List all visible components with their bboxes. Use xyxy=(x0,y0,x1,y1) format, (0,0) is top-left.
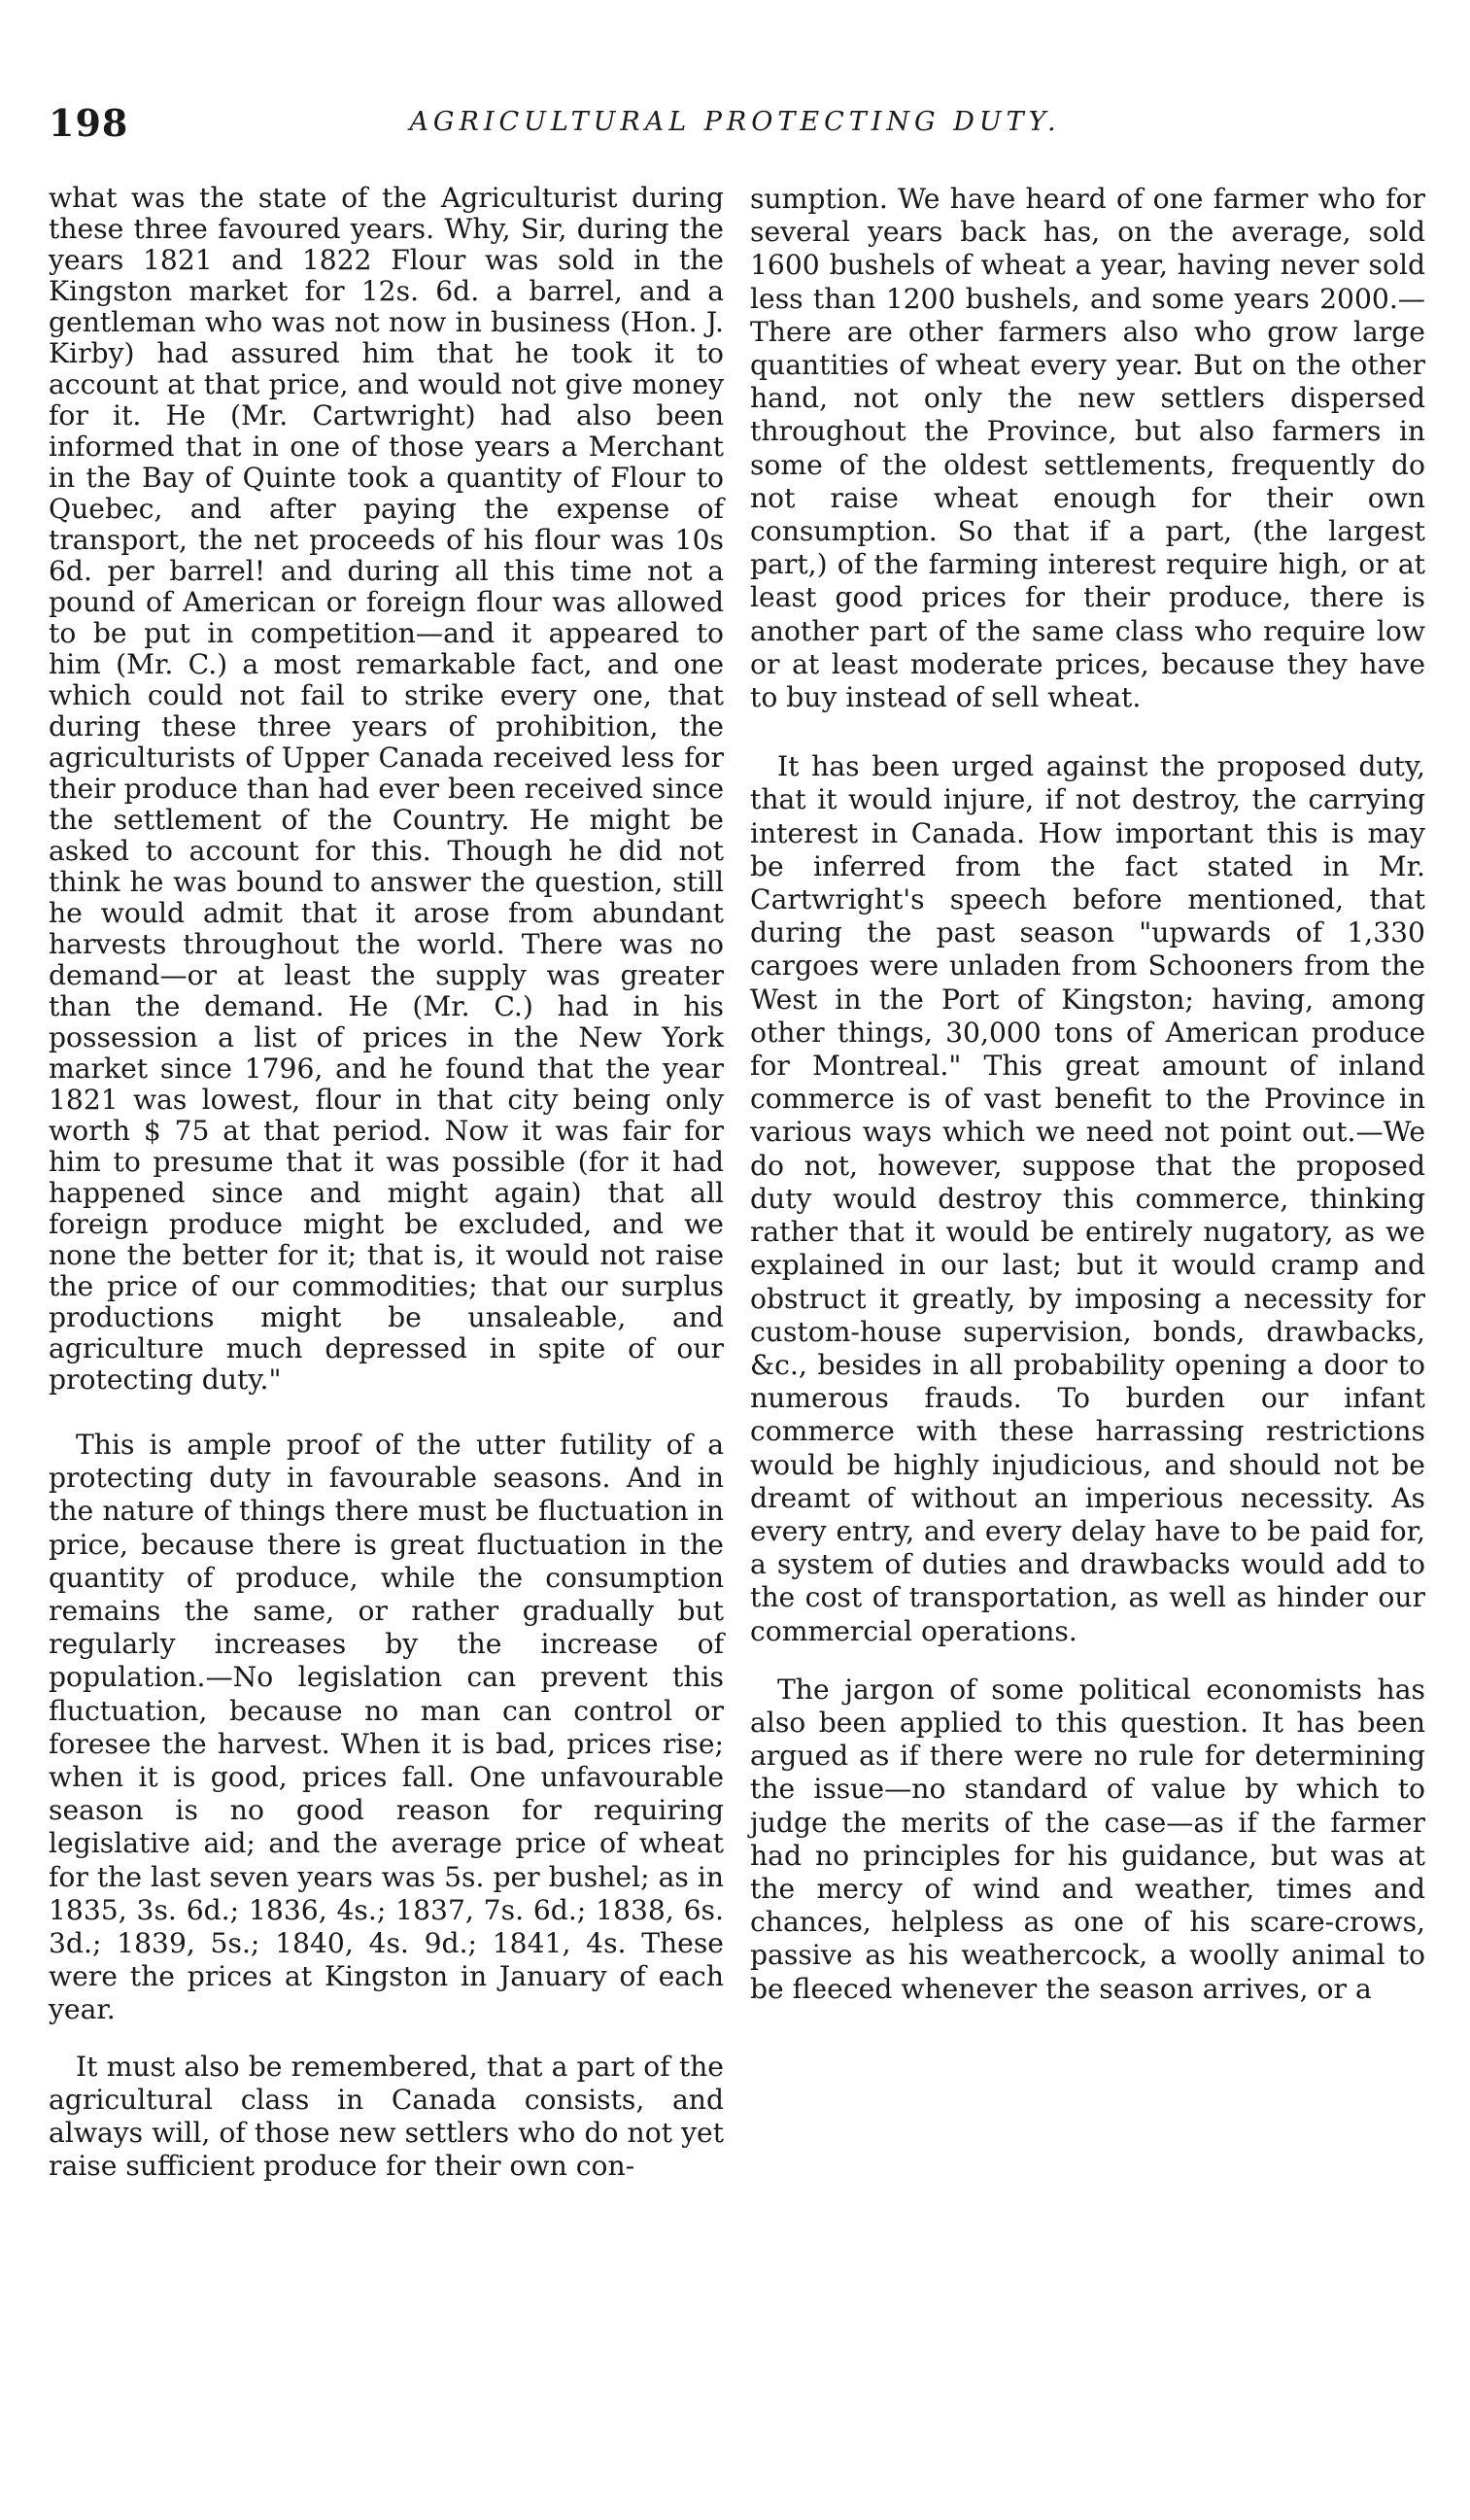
right-column xyxy=(750,183,1425,2006)
paragraph-quote-continuation: what was the state of the Agriculturist during these three favoured years. Why, Sir, during the years 1821 and 1822 Flour was sold in the Kingston market for 12s. 6d. a barrel, and a gentleman who was not now in business (Hon. J. Kirby) had assured him that he took it to account at that price, and would not give money for it. He (Mr. Cartwright) had also been informed that in one of those years a Merchant in the Bay of Quinte took a quantity of Flour to Quebec, and after paying the expense of transport, the net proceeds of his flour was 10s 6d. per barrel! and during all this time not a pound of American or foreign flour was allowed to be put in competition—and it appeared to him (Mr. C.) a most remarkable fact, and one which could not fail to strike every one, that during these three years of prohibition, the agriculturists of Upper Canada received less for their produce than had ever been received since the settlement of the Country. He might be asked to account for this. Though he did not think he was bound to answer the question, still he would admit that it arose from abundant harvests throughout the world. There was no demand—or at least the supply was greater than the demand. He (Mr. C.) had in his possession a list of prices in the New York market since 1796, and he found that the year 1821 was lowest, flour in that city being only worth $ 75 at that period. Now it was fair for him to presume that it was possible (for it had happened since and might again) that all foreign produce might be excluded, and we none the better for it; that is, it would not raise the price of our commodities; that our surplus productions might be unsaleable, and agriculture much depressed in spite of our protecting duty." xyxy=(49,182,724,1396)
paragraph-carrying-interest: It has been urged against the proposed duty, that it would injure, if not destroy, the carrying interest in Canada. How important this is may be inferred from the fact stated in Mr. Cartwright's speech before mentioned, that during the past season "upwards of 1,330 cargoes were unladen from Schooners from the West in the Port of Kingston; having, among other things, 30,000 tons of American produce for Montreal." This great amount of inland commerce is of vast benefit to the Province in various ways which we need not point out.—We do not, however, suppose that the proposed duty would destroy this commerce, thinking rather that it would be entirely nugatory, as we explained in our last; but it would cramp and obstruct it greatly, by imposing a necessity for custom-house supervision, bonds, drawbacks, &c., besides in all probability opening a door to numerous frauds. To burden our infant commerce with these harrassing restrictions would be highly injudicious, and should not be dreamt of without an imperious necessity. As every entry, and every delay have to be paid for, a system of duties and drawbacks would add to the cost of transportation, as well as hinder our commercial operations. xyxy=(750,750,1425,1647)
paragraph-consumption: sumption. We have heard of one farmer who for several years back has, on the average, sold 1600 bushels of wheat a year, having never sold less than 1200 bushels, and some years 2000.—There are other farmers also who grow large quantities of wheat every year. But on the other hand, not only the new settlers dispersed throughout the Province, but also farmers in some of the oldest settlements, frequently do not raise wheat enough for their own consumption. So that if a part, (the largest part,) of the farming interest require high, or at least good prices for their produce, there is another part of the same class who require low or at least moderate prices, because they have to buy instead of sell wheat. xyxy=(750,183,1425,714)
page-number: 198 xyxy=(49,101,129,145)
page-header xyxy=(0,101,1470,159)
paragraph-political-economists: The jargon of some political economists has also been applied to this question. It has been argued as if there were no rule for determining the issue—no standard of value by which to judge the merits of the case—as if the farmer had no principles for his guidance, but was at the mercy of wind and weather, times and chances, helpless as one of his scare-crows, passive as his weathercock, a woolly animal to be fleeced whenever the season arrives, or a xyxy=(750,1673,1425,2005)
left-column xyxy=(49,183,724,2183)
paragraph-new-settlers: It must also be remembered, that a part of the agricultural class in Canada consists, and always will, of those new settlers who do not yet raise sufficient produce for their own con- xyxy=(49,2050,724,2183)
paragraph-futility: This is ample proof of the utter futility of a protecting duty in favourable seasons. And in the nature of things there must be fluctuation in price, because there is great fluctuation in the quantity of produce, while the consumption remains the same, or rather gradually but regularly increases by the increase of population.—No legislation can prevent this fluctuation, because no man can control or foresee the harvest. When it is bad, prices rise; when it is good, prices fall. One unfavourable season is no good reason for requiring legislative aid; and the average price of wheat for the last seven years was 5s. per bushel; as in 1835, 3s. 6d.; 1836, 4s.; 1837, 7s. 6d.; 1838, 6s. 3d.; 1839, 5s.; 1840, 4s. 9d.; 1841, 4s. These were the prices at Kingston in January of each year. xyxy=(49,1429,724,2026)
running-head: AGRICULTURAL PROTECTING DUTY. xyxy=(409,107,1061,137)
